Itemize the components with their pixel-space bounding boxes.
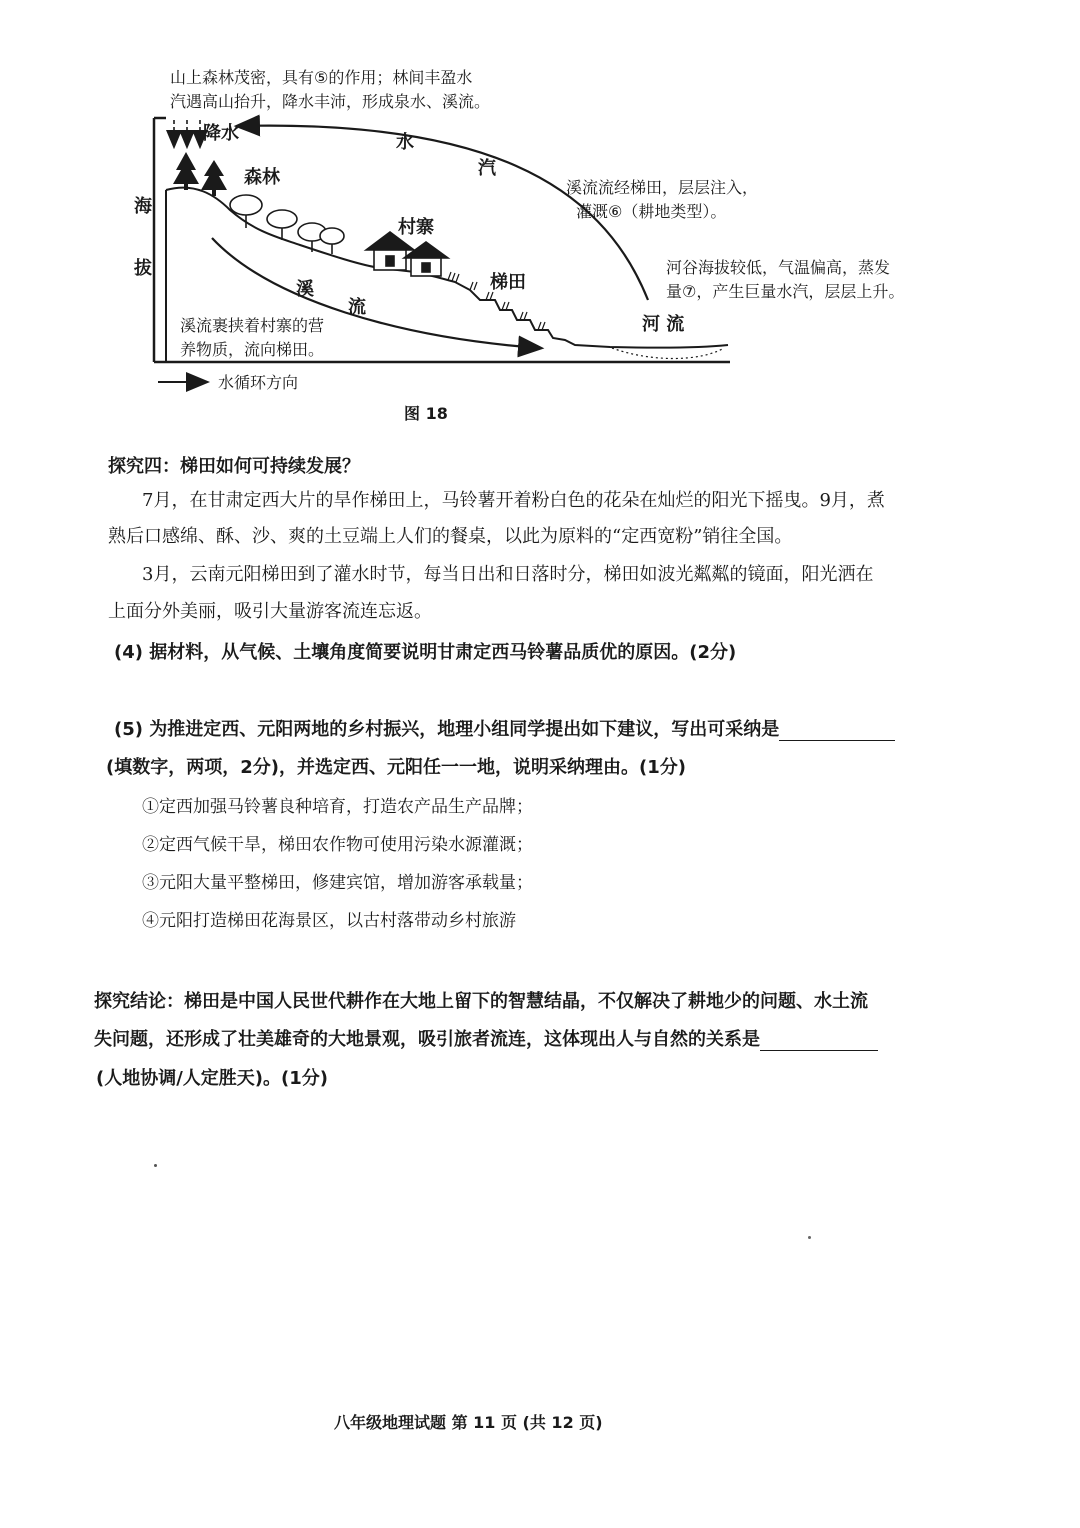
- option-item: ①定西加强马铃薯良种培育，打造农产品生产品牌；: [142, 797, 533, 817]
- axis-label-altitude-2: 拔: [134, 258, 152, 279]
- legend-label: 水循环方向: [218, 373, 299, 392]
- answer-blank-q5[interactable]: [779, 722, 895, 741]
- river-water: [612, 348, 724, 359]
- note-terrace: 溪流流经梯田，层层注入， 灌溉⑥（耕地类型）。: [566, 178, 759, 221]
- label-stream-2: 流: [348, 297, 366, 318]
- water-cycle-diagram: [0, 0, 1080, 400]
- paragraph-dingxi-2: 熟后口感绵、酥、沙、爽的土豆端上人们的餐桌，以此为原料的“定西宽粉”销往全国。: [108, 526, 793, 547]
- label-vapor-2: 汽: [478, 158, 496, 179]
- label-rain: 降水: [203, 123, 239, 144]
- paragraph-yuanyang-2: 上面分外美丽，吸引大量游客流连忘返。: [108, 601, 432, 622]
- question-4: (4) 据材料，从气候、土壤角度简要说明甘肃定西马铃薯品质优的原因。(2分): [114, 642, 737, 663]
- option-item: ④元阳打造梯田花海景区，以古村落带动乡村旅游: [142, 911, 516, 931]
- scan-speck: [808, 1236, 811, 1239]
- section-heading: 探究四：梯田如何可持续发展？: [108, 456, 360, 477]
- option-item: ②定西气候干旱，梯田农作物可使用污染水源灌溉；: [142, 835, 533, 855]
- question-5-line-2: (填数字，两项，2分)，并选定西、元阳任一一地，说明采纳理由。(1分): [106, 757, 686, 778]
- scan-speck: [154, 1164, 157, 1167]
- figure-caption: 图 18: [404, 404, 448, 423]
- label-stream-1: 溪: [296, 279, 314, 300]
- label-vapor-1: 水: [396, 132, 414, 153]
- answer-blank-conclusion[interactable]: [760, 1032, 878, 1051]
- label-forest: 森林: [244, 167, 280, 188]
- page-footer: 八年级地理试题 第 11 页 (共 12 页): [334, 1413, 603, 1432]
- question-5-line-1: (5) 为推进定西、元阳两地的乡村振兴，地理小组同学提出如下建议，写出可采纳是: [114, 715, 895, 741]
- label-village: 村寨: [398, 217, 434, 238]
- axis-label-altitude-1: 海: [134, 196, 152, 217]
- rain-arrows: [174, 120, 200, 146]
- conclusion-line-1: 探究结论：梯田是中国人民世代耕作在大地上留下的智慧结晶，不仅解决了耕地少的问题、水土流: [94, 991, 868, 1012]
- note-valley: 河谷海拔较低，气温偏高，蒸发 量⑦，产生巨量水汽，层层上升。: [666, 258, 905, 301]
- note-stream: 溪流裹挟着村寨的营 养物质，流向梯田。: [180, 316, 325, 359]
- conclusion-line-3: (人地协调/人定胜天)。(1分): [96, 1068, 329, 1089]
- conclusion-line-2: 失问题，还形成了壮美雄奇的大地景观，吸引旅者流连，这体现出人与自然的关系是: [94, 1025, 878, 1051]
- paragraph-dingxi-1: 7月，在甘肃定西大片的旱作梯田上，马铃薯开着粉白色的花朵在灿烂的阳光下摇曳。9月，煮: [142, 490, 885, 511]
- label-terrace: 梯田: [490, 272, 526, 293]
- broadleaf-tree-icon: [230, 195, 344, 254]
- label-river: 河 流: [642, 314, 685, 335]
- option-item: ③元阳大量平整梯田，修建宾馆，增加游客承载量；: [142, 873, 533, 893]
- paragraph-yuanyang-1: 3月，云南元阳梯田到了灌水时节，每当日出和日落时分，梯田如波光粼粼的镜面，阳光洒在: [142, 564, 874, 585]
- note-forest: 山上森林茂密，具有⑤的作用；林间丰盈水 汽遇高山抬升，降水丰沛，形成泉水、溪流。: [170, 68, 491, 111]
